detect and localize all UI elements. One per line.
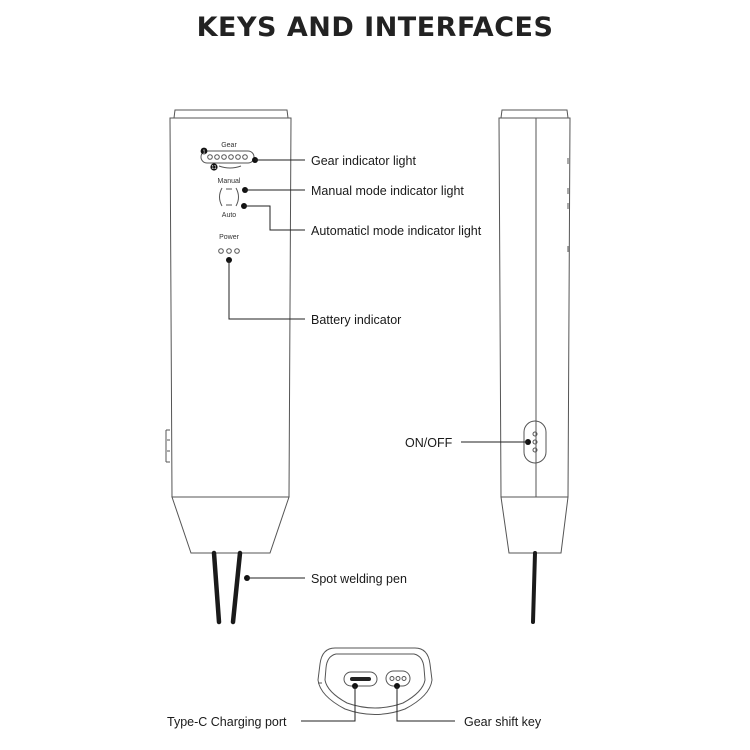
type-c-port-callout: Type-C Charging port: [167, 715, 287, 729]
spot-welding-pen-wires: [214, 553, 240, 622]
on-off-callout: ON/OFF: [405, 436, 453, 450]
auto-indicator-callout: Automaticl mode indicator light: [311, 224, 482, 238]
gear-end-number: 11: [211, 165, 217, 172]
battery-indicator-callout: Battery indicator: [311, 313, 402, 327]
manual-indicator-callout: Manual mode indicator light: [311, 184, 464, 198]
manual-label: Manual: [217, 178, 241, 185]
gear-start-number: 1: [202, 149, 206, 156]
bottom-view-device: [318, 648, 432, 715]
front-view-device: [166, 110, 291, 622]
gear-label: Gear: [221, 142, 237, 149]
gear-shift-key-callout: Gear shift key: [464, 715, 542, 729]
side-grip-ridges: [166, 430, 170, 462]
gear-indicator-callout: Gear indicator light: [311, 154, 416, 168]
auto-label: Auto: [221, 212, 237, 219]
page-title: KEYS AND INTERFACES: [196, 12, 554, 43]
spot-welding-pen-callout: Spot welding pen: [311, 572, 407, 586]
power-label: Power: [219, 234, 239, 241]
side-view-wire: [533, 553, 535, 622]
side-view-device: [499, 110, 570, 622]
